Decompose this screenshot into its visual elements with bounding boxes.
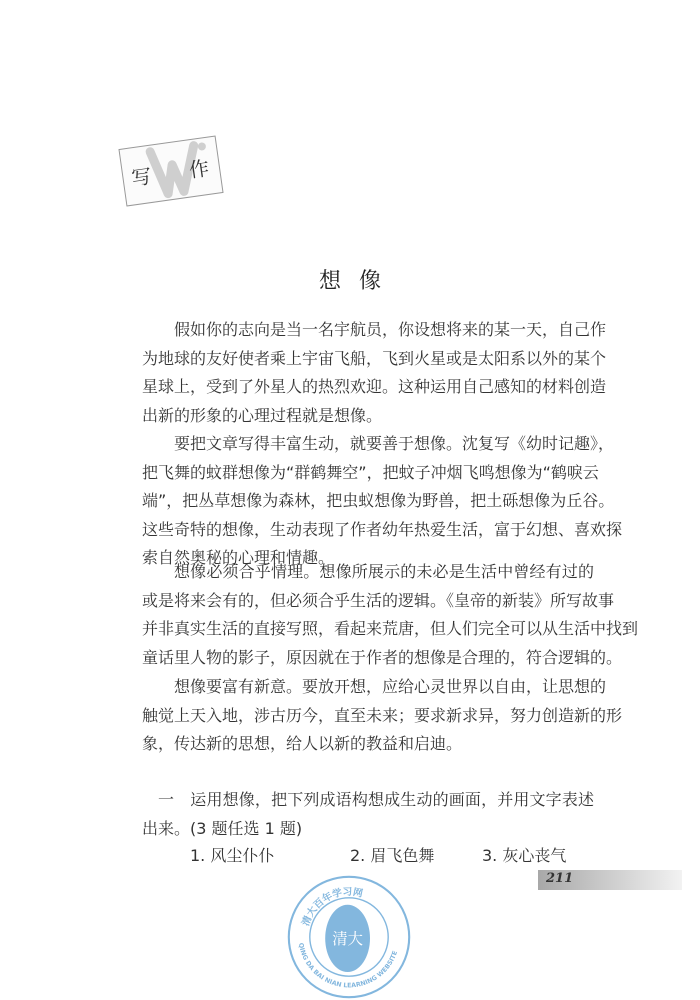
paragraph-line: 端”，把丛草想像为森林，把虫蚁想像为野兽，把土砾想像为丘谷。 [142,491,615,511]
svg-text:清大百年学习网: 清大百年学习网 [300,886,364,928]
page-number: 211 [546,871,574,886]
exercise-line: 出来。(3 题任选 1 题) [142,818,303,838]
paragraph-line: 并非真实生活的直接写照，看起来荒唐，但人们完全可以从生活中找到 [142,619,639,639]
option-2: 2. 眉飞色舞 [350,846,435,865]
paragraph [142,558,639,672]
paragraph-line: 把飞舞的蚊群想像为“群鹤舞空”，把蚊子冲烟飞鸣想像为“鹤唳云 [142,462,599,482]
paragraph [142,430,623,573]
paragraph [142,316,607,430]
paragraph-line: 星球上，受到了外星人的热烈欢迎。这种运用自己感知的材料创造 [142,377,607,397]
paragraph-line: 童话里人物的影子，原因就在于作者的想像是合理的，符合逻辑的。 [142,647,623,667]
paragraph-line: 想像要富有新意。要放开想，应给心灵世界以自由，让思想的 [174,677,607,696]
paragraph-line: 或是将来会有的，但必须合乎生活的逻辑。《皇帝的新装》所写故事 [142,590,615,610]
exercise [142,786,594,843]
watermark-stamp [286,874,412,1000]
page-title: 想像 [318,269,399,294]
paragraph-line: 为地球的友好使者乘上宇宙飞船，飞到火星或是太阳系以外的某个 [142,348,607,368]
paragraph-line: 要把文章写得丰富生动，就要善于想像。沈复写《幼时记趣》， [174,434,615,453]
svg-text:清大: 清大 [332,930,363,948]
paragraph-line: 出新的形象的心理过程就是想像。 [142,405,383,425]
option-3: 3. 灰心丧气 [482,846,567,865]
badge-label-2: 作 [187,155,211,183]
page-number-bar [538,870,682,890]
svg-text:QING DA BAI NIAN LEARNING WEBS: QING DA BAI NIAN LEARNING WEBSITE [296,942,400,990]
badge-label-1: 写 [129,163,154,191]
option-1: 1. 风尘仆仆 [190,846,275,865]
paragraph-line: 想像必须合乎情理。想像所展示的未必是生活中曾经有过的 [174,562,594,581]
section-badge-writing [118,135,223,206]
paragraph-line: 假如你的志向是当一名宇航员，你设想将来的某一天，自己作 [174,320,607,339]
paragraph [142,673,623,759]
paragraph-line: 象，传达新的思想，给人以新的教益和启迪。 [142,734,463,754]
exercise-line: 一 运用想像，把下列成语构想成生动的画面，并用文字表述 [158,790,594,809]
paragraph-line: 触觉上天入地，涉古历今，直至未来；要求新求异，努力创造新的形 [142,705,623,725]
exercise-options [0,843,700,867]
paragraph-line: 索自然奥秘的心理和情趣。 [142,548,335,568]
paragraph-line: 这些奇特的想像，生动表现了作者幼年热爱生活，富于幻想、喜欢探 [142,519,623,539]
